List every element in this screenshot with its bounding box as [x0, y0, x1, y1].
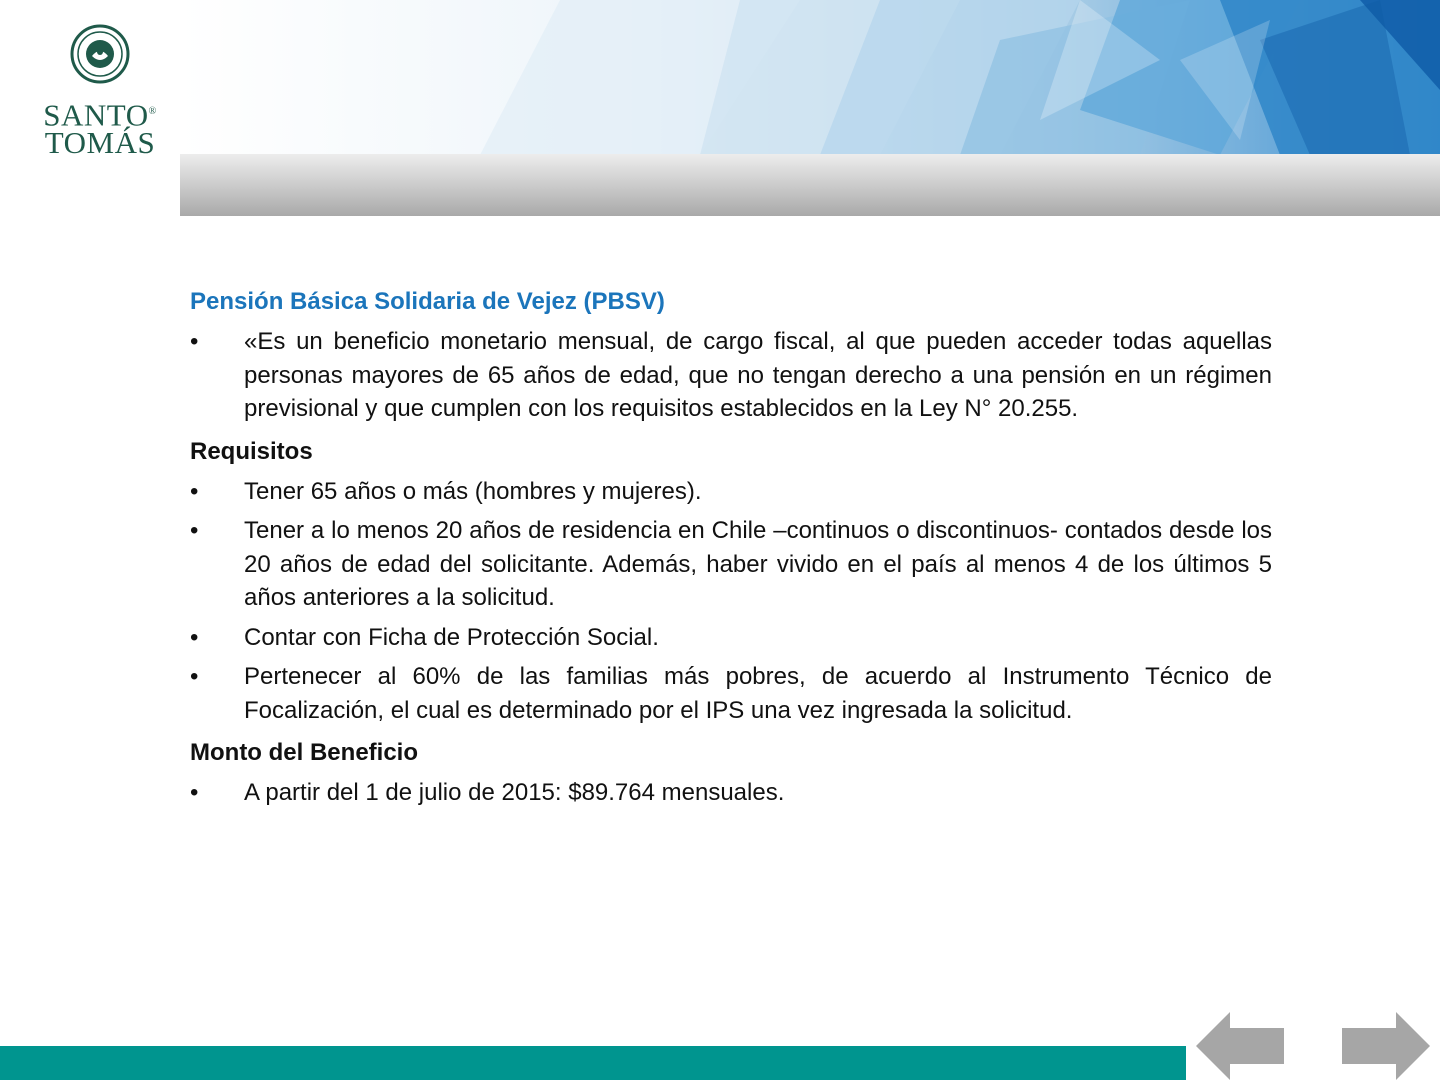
- bullet-icon: •: [190, 477, 199, 505]
- intro-list: [190, 325, 1272, 426]
- monto-heading: Monto del Beneficio: [190, 739, 418, 766]
- header-gray-bar: [180, 154, 1440, 216]
- section-title: Pensión Básica Solidaria de Vejez (PBSV): [190, 288, 665, 315]
- logo-word-santo: SANTO®: [43, 97, 157, 133]
- bullet-icon: •: [190, 623, 199, 651]
- header-banner: [180, 0, 1440, 155]
- list-item: • Contar con Ficha de Protección Social.: [190, 621, 1272, 655]
- header-banner-graphic: [180, 0, 1440, 155]
- list-item: • Pertenecer al 60% de las familias más pobres, de acuerdo al Instrumento Técnico de Focalización, el cual es determinado por el IPS una vez ingresada la solicitud.: [190, 660, 1272, 727]
- list-item: • Tener a lo menos 20 años de residencia en Chile –continuos o discontinuos- contados desde los 20 años de edad del solicitante. Además, haber vivido en el país al menos 4 de los últimos 5 años anteriores a la solicitud.: [190, 514, 1272, 615]
- bullet-icon: •: [190, 779, 199, 806]
- list-item: • A partir del 1 de julio de 2015: $89.764 mensuales.: [190, 776, 1272, 810]
- santo-tomas-logo: [30, 24, 170, 174]
- list-item: • «Es un beneficio monetario mensual, de cargo fiscal, al que pueden acceder todas aquellas personas mayores de 65 años de edad, que no tengan derecho a una pensión en un régimen previsional y que cumplen con los requisitos establecidos en la Ley N° 20.255.: [190, 325, 1272, 426]
- footer-bar: [0, 1046, 1186, 1080]
- seal-icon: [70, 24, 130, 84]
- requisitos-list: [190, 475, 1272, 728]
- monto-list: [190, 776, 1272, 810]
- right-arrow-icon[interactable]: [1342, 1012, 1430, 1080]
- requisitos-heading: Requisitos: [190, 437, 313, 465]
- bullet-icon: •: [190, 328, 199, 355]
- bullet-icon: •: [190, 663, 199, 690]
- logo-word-tomas: TOMÁS: [44, 125, 156, 161]
- left-arrow-icon[interactable]: [1196, 1012, 1284, 1080]
- list-item: • Tener 65 años o más (hombres y mujeres).: [190, 475, 1272, 509]
- slide-content: [190, 282, 1272, 816]
- bullet-icon: •: [190, 517, 199, 544]
